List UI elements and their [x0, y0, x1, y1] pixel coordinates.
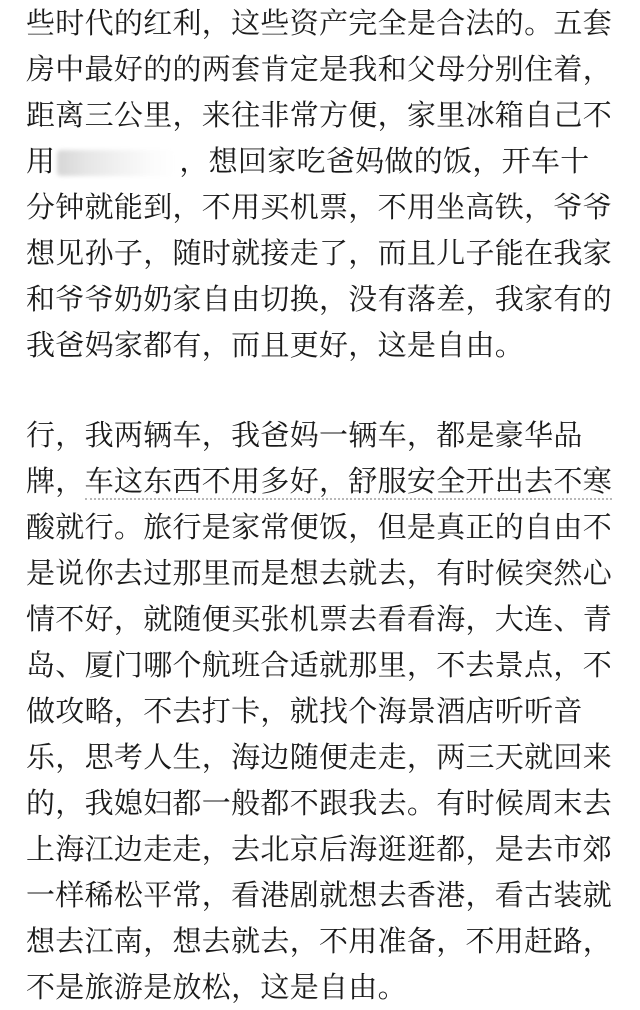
text-line: 酸就行。旅行是家常便饭，但是真正的自由不	[26, 510, 613, 544]
text-line: 房中最好的的两套肯定是我和父母分别住着，	[26, 52, 613, 86]
text-line: 距离三公里，来往非常方便，家里冰箱自己不	[26, 98, 613, 132]
text-line: 些时代的红利，这些资产完全是合法的。五套	[26, 6, 613, 40]
text-line: 想见孙子，随时就接走了，而且儿子能在我家	[26, 236, 613, 270]
text-line: 一样稀松平常，看港剧就想去香港，看古装就	[26, 878, 613, 912]
text-line: 分钟就能到，不用买机票，不用坐高铁，爷爷	[26, 190, 613, 224]
redaction-blur	[57, 150, 175, 176]
text-line: 岛、厦门哪个航班合适就那里，不去景点，不	[26, 648, 613, 682]
paragraph-2	[26, 412, 626, 1010]
text-line: 行，我两辆车，我爸妈一辆车，都是豪华品	[26, 418, 583, 452]
text-fragment: 牌，	[26, 464, 85, 498]
article-body	[26, 0, 626, 1010]
text-line: 是说你去过那里而是想去就去，有时候突然心	[26, 556, 613, 590]
paragraph-gap	[26, 368, 626, 412]
paragraph-1	[26, 0, 626, 368]
text-line: 上海江边走走，去北京后海逛逛都，是去市郊	[26, 832, 613, 866]
text-line-redacted	[26, 138, 626, 184]
text-line: 的，我媳妇都一般都不跟我去。有时候周末去	[26, 786, 613, 820]
text-fragment: ，想回家吃爸妈做的饭，开车十	[179, 144, 590, 178]
text-line: 我爸妈家都有，而且更好，这是自由。	[26, 328, 525, 362]
text-line: 情不好，就随便买张机票去看看海，大连、青	[26, 602, 613, 636]
text-line: 和爷爷奶奶家自由切换，没有落差，我家有的	[26, 282, 613, 316]
text-line: 想去江南，想去就去，不用准备，不用赶路，	[26, 924, 613, 958]
text-line: 不是旅游是放松，这是自由。	[26, 970, 407, 1004]
text-line: 乐，思考人生，海边随便走走，两三天就回来	[26, 740, 613, 774]
text-line	[26, 458, 626, 504]
text-line: 做攻略，不去打卡，就找个海景酒店听听音	[26, 694, 583, 728]
text-fragment: 用	[26, 144, 56, 178]
text-fragment-underlined: 车这东西不用多好，舒服安全开出去不寒	[84, 464, 613, 498]
